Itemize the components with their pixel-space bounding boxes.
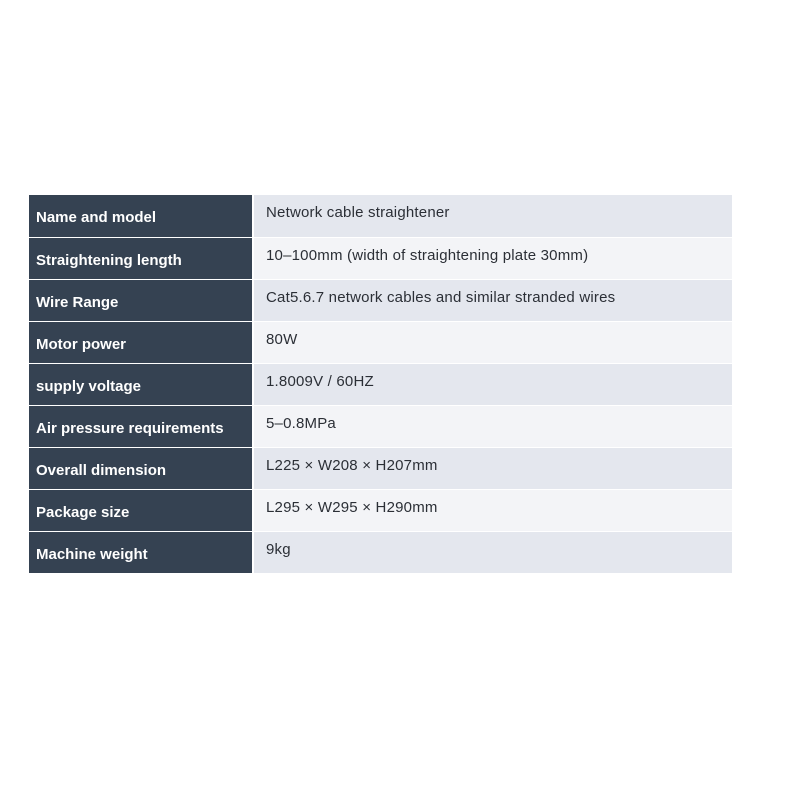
spec-value-cell <box>253 237 732 279</box>
spec-table <box>29 195 732 573</box>
spec-label: Machine weight <box>29 531 253 573</box>
spec-value-cell <box>253 279 732 321</box>
spec-row-machine-weight <box>29 531 732 573</box>
spec-label: Air pressure requirements <box>29 405 253 447</box>
spec-label: Package size <box>29 489 253 531</box>
spec-label: supply voltage <box>29 363 253 405</box>
spec-row-overall-dimension <box>29 447 732 489</box>
spec-row-motor-power <box>29 321 732 363</box>
spec-value: 80W <box>266 330 298 348</box>
spec-value: 10–100mm (width of straightening plate 30mm) <box>266 246 589 264</box>
spec-value: 9kg <box>266 540 291 558</box>
spec-row-supply-voltage <box>29 363 732 405</box>
spec-row-air-pressure <box>29 405 732 447</box>
spec-label: Motor power <box>29 321 253 363</box>
spec-row-name-model <box>29 195 732 237</box>
spec-value-cell <box>253 363 732 405</box>
spec-value-cell <box>253 321 732 363</box>
spec-value: Network cable straightener <box>266 204 450 222</box>
spec-value: 1.8009V / 60HZ <box>266 372 374 390</box>
spec-label: Straightening length <box>29 237 253 279</box>
spec-row-wire-range <box>29 279 732 321</box>
spec-value: 5–0.8MPa <box>266 414 336 432</box>
spec-value: L225 × W208 × H207mm <box>266 456 438 474</box>
spec-label: Name and model <box>29 195 253 237</box>
spec-row-package-size <box>29 489 732 531</box>
spec-value-cell <box>253 447 732 489</box>
spec-row-straightening-length <box>29 237 732 279</box>
spec-label: Overall dimension <box>29 447 253 489</box>
spec-value: L295 × W295 × H290mm <box>266 498 438 516</box>
spec-label: Wire Range <box>29 279 253 321</box>
spec-value-cell <box>253 195 732 237</box>
spec-value-cell <box>253 405 732 447</box>
spec-value-cell <box>253 531 732 573</box>
spec-value: Cat5.6.7 network cables and similar stranded wires <box>266 288 616 306</box>
spec-value-cell <box>253 489 732 531</box>
